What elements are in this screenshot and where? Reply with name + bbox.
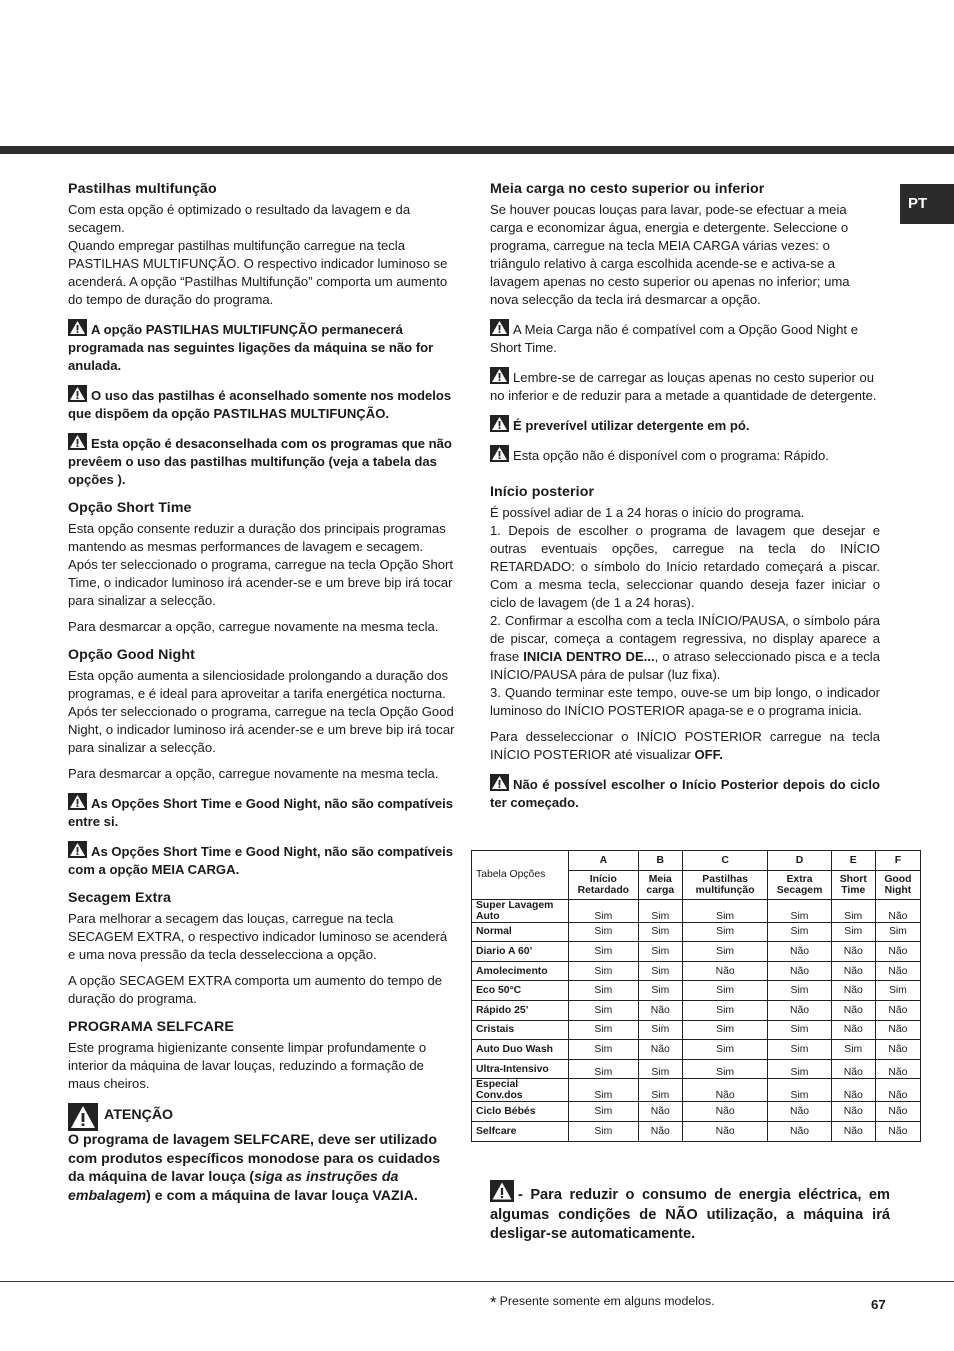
table-cell: Não bbox=[768, 961, 831, 981]
table-cell: Sim bbox=[569, 942, 639, 962]
warning-note bbox=[490, 319, 880, 357]
table-cell: Sim bbox=[831, 1040, 875, 1060]
table-cell: Não bbox=[831, 1059, 875, 1079]
section-secagem-extra bbox=[68, 889, 455, 1008]
paragraph: Este programa higienizante consente limpar profundamente o interior da máquina de lavar louças, reduzindo a formação de maus cheiros. bbox=[68, 1040, 427, 1091]
warning-note bbox=[68, 319, 455, 375]
section-good-night bbox=[68, 646, 455, 879]
table-cell: Sim bbox=[638, 1059, 682, 1079]
table-row bbox=[472, 1121, 921, 1141]
footnote-star: * bbox=[490, 1293, 497, 1312]
table-cell: Não bbox=[638, 1000, 682, 1020]
warning-triangle-icon bbox=[68, 385, 87, 402]
program-name: Ultra-Intensivo bbox=[472, 1059, 569, 1079]
warning-triangle-icon bbox=[68, 1103, 98, 1131]
table-cell: Sim bbox=[638, 1079, 682, 1102]
warning-note bbox=[490, 415, 880, 435]
table-cell: Sim bbox=[569, 899, 639, 922]
table-cell: Sim bbox=[638, 942, 682, 962]
table-cell: Sim bbox=[569, 1121, 639, 1141]
table-cell: Sim bbox=[875, 922, 920, 942]
warning-note bbox=[490, 367, 880, 405]
warning-triangle-icon bbox=[490, 319, 509, 336]
table-cell: Não bbox=[682, 1102, 767, 1122]
warning-text: Esta opção é desaconselhada com os programas que não prevêem o uso das pastilhas multifunção (veja a tabela das opções ). bbox=[68, 436, 452, 487]
table-cell: Sim bbox=[569, 1102, 639, 1122]
column-header: Pastilhas multifunção bbox=[682, 870, 767, 899]
left-column bbox=[68, 180, 455, 1215]
paragraph: 1. Depois de escolher o programa de lavagem que desejar e outras eventuais opções, carregue na tecla do INÍCIO RETARDADO: o símbolo do Início retardado começará a piscar. Com a mesma tecla, seleccionar quando deseja fazer iniciar o ciclo de lavagem (de 1 a 24 horas). bbox=[490, 523, 880, 610]
table-cell: Sim bbox=[831, 899, 875, 922]
warning-text: A opção PASTILHAS MULTIFUNÇÃO permanecerá programada nas seguintes ligações da máquina se não for anulada. bbox=[68, 322, 434, 373]
paragraph: A opção SECAGEM EXTRA comporta um aumento do tempo de duração do programa. bbox=[68, 973, 443, 1006]
table-cell: Não bbox=[831, 1121, 875, 1141]
table-header-row bbox=[472, 851, 921, 871]
paragraph: Esta opção consente reduzir a duração dos principais programas mantendo as mesmas performances de lavagem e secagem. bbox=[68, 521, 446, 554]
warning-text: Não é possível escolher o Início Posterior depois do ciclo ter começado. bbox=[490, 777, 880, 810]
table-row bbox=[472, 899, 921, 922]
table-cell: Não bbox=[875, 1079, 920, 1102]
table-cell: Sim bbox=[569, 1059, 639, 1079]
table-row bbox=[472, 981, 921, 1001]
section-title: Pastilhas multifunção bbox=[68, 181, 217, 197]
text-run: 2. Confirmar a escolha com a tecla INÍCIO/PAUSA, o símbolo pára de piscar, começa a contagem regressiva, no display aparece a frase bbox=[490, 613, 880, 664]
paragraph: Após ter seleccionado o programa, carregue na tecla Opção Good Night, o indicador luminoso irá acender-se e um breve bip irá tocar para sinalizar a selecção. bbox=[68, 704, 455, 755]
table-cell: Sim bbox=[682, 899, 767, 922]
table-cell: Sim bbox=[638, 1020, 682, 1040]
table-cell: Sim bbox=[768, 1040, 831, 1060]
column-letter: D bbox=[768, 851, 831, 871]
table-cell: Sim bbox=[569, 1020, 639, 1040]
warning-triangle-icon bbox=[68, 433, 87, 450]
section-inicio-posterior bbox=[490, 483, 880, 812]
table-cell: Não bbox=[768, 1121, 831, 1141]
warning-triangle-icon bbox=[68, 793, 87, 810]
section-title: Meia carga no cesto superior ou inferior bbox=[490, 181, 765, 197]
program-name: Diario A 60’ bbox=[472, 942, 569, 962]
warning-note bbox=[68, 385, 455, 423]
table-cell: Não bbox=[682, 1121, 767, 1141]
paragraph: Com esta opção é optimizado o resultado da lavagem e da secagem. bbox=[68, 202, 411, 235]
table-cell: Sim bbox=[682, 942, 767, 962]
table-row bbox=[472, 1079, 921, 1102]
text-run: , o atraso seleccionado pisca e a tecla INÍCIO/PAUSA pára de pulsar (luz fixa). bbox=[490, 649, 881, 682]
language-tab: PT bbox=[900, 184, 954, 224]
table-cell: Sim bbox=[638, 899, 682, 922]
table-cell: Não bbox=[638, 1121, 682, 1141]
table-cell: Sim bbox=[638, 922, 682, 942]
warning-triangle-icon bbox=[68, 319, 87, 336]
paragraph: Se houver poucas louças para lavar, pode-se efectuar a meia carga e economizar água, energia e detergente. Seleccione o programa, carregue na tecla MEIA CARGA várias vezes: o triângulo relativo à carga escolhida acende-se e activa-se a lavagem apenas no cesto superior ou apenas no inferior; uma nova selecção da tecla irá desmarcar a opção. bbox=[490, 202, 850, 307]
column-letter: E bbox=[831, 851, 875, 871]
table-cell: Sim bbox=[768, 899, 831, 922]
column-header: Meia carga bbox=[638, 870, 682, 899]
display-message: INICIA DENTRO DE... bbox=[523, 649, 655, 664]
header-bar bbox=[0, 146, 954, 154]
table-cell: Sim bbox=[831, 922, 875, 942]
attention-italic: siga as instruções da embalagem bbox=[68, 1169, 399, 1204]
attention-text: O programa de lavagem SELFCARE, deve ser utilizado com produtos específicos monodose para os cuidados da máquina de lavar louça ( bbox=[68, 1132, 441, 1185]
section-title: Secagem Extra bbox=[68, 890, 172, 906]
paragraph: Após ter seleccionado o programa, carregue na tecla Opção Short Time, o indicador luminoso irá acender-se e um breve bip irá tocar para sinalizar a selecção. bbox=[68, 557, 454, 608]
table-cell: Não bbox=[682, 961, 767, 981]
energy-warning-text: - Para reduzir o consumo de energia eléctrica, em algumas condições de NÃO utilização, a máquina irá desligar-se automaticamente. bbox=[490, 1187, 890, 1242]
column-letter: A bbox=[569, 851, 639, 871]
table-row bbox=[472, 942, 921, 962]
table-cell: Não bbox=[768, 942, 831, 962]
program-name: Rápido 25’ bbox=[472, 1000, 569, 1020]
warning-triangle-icon bbox=[490, 774, 509, 791]
table-cell: Sim bbox=[569, 922, 639, 942]
program-name: Super Lavagem Auto bbox=[472, 899, 569, 922]
off-label: OFF. bbox=[694, 747, 723, 762]
table-cell: Não bbox=[831, 1079, 875, 1102]
warning-note bbox=[68, 841, 455, 879]
energy-warning bbox=[490, 1180, 890, 1245]
program-name: Eco 50°C bbox=[472, 981, 569, 1001]
warning-text: Esta opção não é disponível com o programa: Rápido. bbox=[513, 448, 829, 463]
table-corner: Tabela Opções bbox=[472, 851, 569, 900]
attention-text-end: ) e com a máquina de lavar louça VAZIA. bbox=[146, 1187, 418, 1204]
section-title: PROGRAMA SELFCARE bbox=[68, 1019, 234, 1035]
program-name: Auto Duo Wash bbox=[472, 1040, 569, 1060]
table-cell: Não bbox=[875, 1102, 920, 1122]
table-cell: Sim bbox=[768, 981, 831, 1001]
section-title: Opção Good Night bbox=[68, 647, 195, 663]
warning-triangle-icon bbox=[68, 841, 87, 858]
table-cell: Não bbox=[768, 1000, 831, 1020]
table-cell: Não bbox=[875, 1121, 920, 1141]
warning-triangle-icon bbox=[490, 445, 509, 462]
warning-note bbox=[68, 793, 455, 831]
table-cell: Não bbox=[875, 1000, 920, 1020]
table-body bbox=[472, 899, 921, 1141]
column-letter: B bbox=[638, 851, 682, 871]
table-cell: Sim bbox=[682, 1020, 767, 1040]
attention-label: ATENÇÃO bbox=[104, 1107, 174, 1123]
table-cell: Sim bbox=[569, 1079, 639, 1102]
table-cell: Não bbox=[831, 942, 875, 962]
table-cell: Não bbox=[831, 961, 875, 981]
table-cell: Não bbox=[831, 981, 875, 1001]
paragraph: Quando empregar pastilhas multifunção carregue na tecla PASTILHAS MULTIFUNÇÃO. O respectivo indicador luminoso se acenderá. A opção “Pastilhas Multifunção” comporta um aumento do tempo de duração do programa. bbox=[68, 238, 448, 307]
table-cell: Sim bbox=[682, 981, 767, 1001]
attention-note bbox=[68, 1103, 455, 1205]
warning-note bbox=[490, 445, 880, 465]
table-row bbox=[472, 1040, 921, 1060]
table-cell: Sim bbox=[768, 1079, 831, 1102]
page-number: 67 bbox=[871, 1297, 886, 1312]
warning-triangle-icon bbox=[490, 415, 509, 432]
warning-note bbox=[490, 774, 880, 812]
program-name: Amolecimento bbox=[472, 961, 569, 981]
warning-text: Lembre-se de carregar as louças apenas no cesto superior ou no inferior e de reduzir para a metade a quantidade de detergente. bbox=[490, 370, 877, 403]
warning-text: As Opções Short Time e Good Night, não são compatíveis entre si. bbox=[68, 796, 454, 829]
table-row bbox=[472, 1102, 921, 1122]
table-cell: Não bbox=[831, 1102, 875, 1122]
section-title: Início posterior bbox=[490, 484, 595, 500]
program-name: Cristais bbox=[472, 1020, 569, 1040]
table-row bbox=[472, 922, 921, 942]
section-pastilhas bbox=[68, 180, 455, 489]
table-row bbox=[472, 961, 921, 981]
table-cell: Sim bbox=[768, 1020, 831, 1040]
section-meia-carga bbox=[490, 180, 880, 465]
table-row bbox=[472, 1059, 921, 1079]
table-cell: Sim bbox=[682, 1059, 767, 1079]
warning-text: O uso das pastilhas é aconselhado somente nos modelos que dispõem da opção PASTILHAS MULTIFUNÇÃO. bbox=[68, 388, 452, 421]
table-cell: Não bbox=[875, 1059, 920, 1079]
column-letter: F bbox=[875, 851, 920, 871]
table-cell: Sim bbox=[875, 981, 920, 1001]
table-cell: Sim bbox=[569, 1040, 639, 1060]
table-cell: Não bbox=[638, 1102, 682, 1122]
warning-text: É preverível utilizar detergente em pó. bbox=[513, 418, 750, 433]
table-cell: Não bbox=[768, 1102, 831, 1122]
program-name: Especial Conv.dos bbox=[472, 1079, 569, 1102]
table-cell: Não bbox=[831, 1000, 875, 1020]
paragraph: É possível adiar de 1 a 24 horas o início do programa. bbox=[490, 505, 805, 520]
table-cell: Não bbox=[638, 1040, 682, 1060]
table-cell: Sim bbox=[682, 1040, 767, 1060]
table-cell: Sim bbox=[638, 961, 682, 981]
paragraph bbox=[490, 612, 880, 684]
table-cell: Não bbox=[875, 1040, 920, 1060]
table-cell: Sim bbox=[768, 922, 831, 942]
table-row bbox=[472, 1020, 921, 1040]
paragraph: Esta opção aumenta a silenciosidade prolongando a duração dos programas, e é ideal para aproveitar a tarifa energética nocturna. bbox=[68, 668, 448, 701]
table-cell: Sim bbox=[638, 981, 682, 1001]
table-cell: Sim bbox=[569, 961, 639, 981]
section-title: Opção Short Time bbox=[68, 500, 192, 516]
column-header: Extra Secagem bbox=[768, 870, 831, 899]
column-header: Short Time bbox=[831, 870, 875, 899]
table-cell: Sim bbox=[682, 1000, 767, 1020]
program-name: Selfcare bbox=[472, 1121, 569, 1141]
program-name: Normal bbox=[472, 922, 569, 942]
footnote bbox=[490, 1293, 715, 1313]
column-header: Início Retardado bbox=[569, 870, 639, 899]
warning-text: As Opções Short Time e Good Night, não são compatíveis com a opção MEIA CARGA. bbox=[68, 844, 454, 877]
program-name: Ciclo Bébés bbox=[472, 1102, 569, 1122]
text-run: Para desseleccionar o INÍCIO POSTERIOR carregue na tecla INÍCIO POSTERIOR até visualizar bbox=[490, 729, 880, 762]
paragraph: Para desmarcar a opção, carregue novamente na mesma tecla. bbox=[68, 766, 439, 781]
footnote-text: Presente somente em alguns modelos. bbox=[499, 1294, 715, 1308]
table-cell: Não bbox=[831, 1020, 875, 1040]
paragraph: 3. Quando terminar este tempo, ouve-se um bip longo, o indicador luminoso do INÍCIO POSTERIOR apaga-se e o programa inicia. bbox=[490, 685, 880, 718]
table-cell: Não bbox=[875, 961, 920, 981]
section-short-time bbox=[68, 499, 455, 636]
table-cell: Não bbox=[682, 1079, 767, 1102]
footer-rule bbox=[0, 1281, 954, 1282]
warning-text: A Meia Carga não é compatível com a Opção Good Night e Short Time. bbox=[490, 322, 858, 355]
column-header: Good Night bbox=[875, 870, 920, 899]
table-cell: Sim bbox=[569, 981, 639, 1001]
table-cell: Não bbox=[875, 899, 920, 922]
table-cell: Não bbox=[875, 1020, 920, 1040]
warning-note bbox=[68, 433, 455, 489]
paragraph: Para melhorar a secagem das louças, carregue na tecla SECAGEM EXTRA, o respectivo indicador luminoso se acenderá e uma nova pressão da tecla desselecciona a opção. bbox=[68, 911, 448, 962]
table-cell: Sim bbox=[682, 922, 767, 942]
warning-triangle-icon bbox=[490, 1180, 514, 1202]
options-table bbox=[471, 850, 921, 1142]
table-row bbox=[472, 1000, 921, 1020]
table-cell: Não bbox=[875, 942, 920, 962]
paragraph bbox=[490, 728, 880, 764]
warning-triangle-icon bbox=[490, 367, 509, 384]
table-cell: Sim bbox=[768, 1059, 831, 1079]
table-cell: Sim bbox=[569, 1000, 639, 1020]
column-letter: C bbox=[682, 851, 767, 871]
section-selfcare bbox=[68, 1018, 455, 1205]
paragraph: Para desmarcar a opção, carregue novamente na mesma tecla. bbox=[68, 619, 439, 634]
right-column bbox=[490, 180, 880, 822]
